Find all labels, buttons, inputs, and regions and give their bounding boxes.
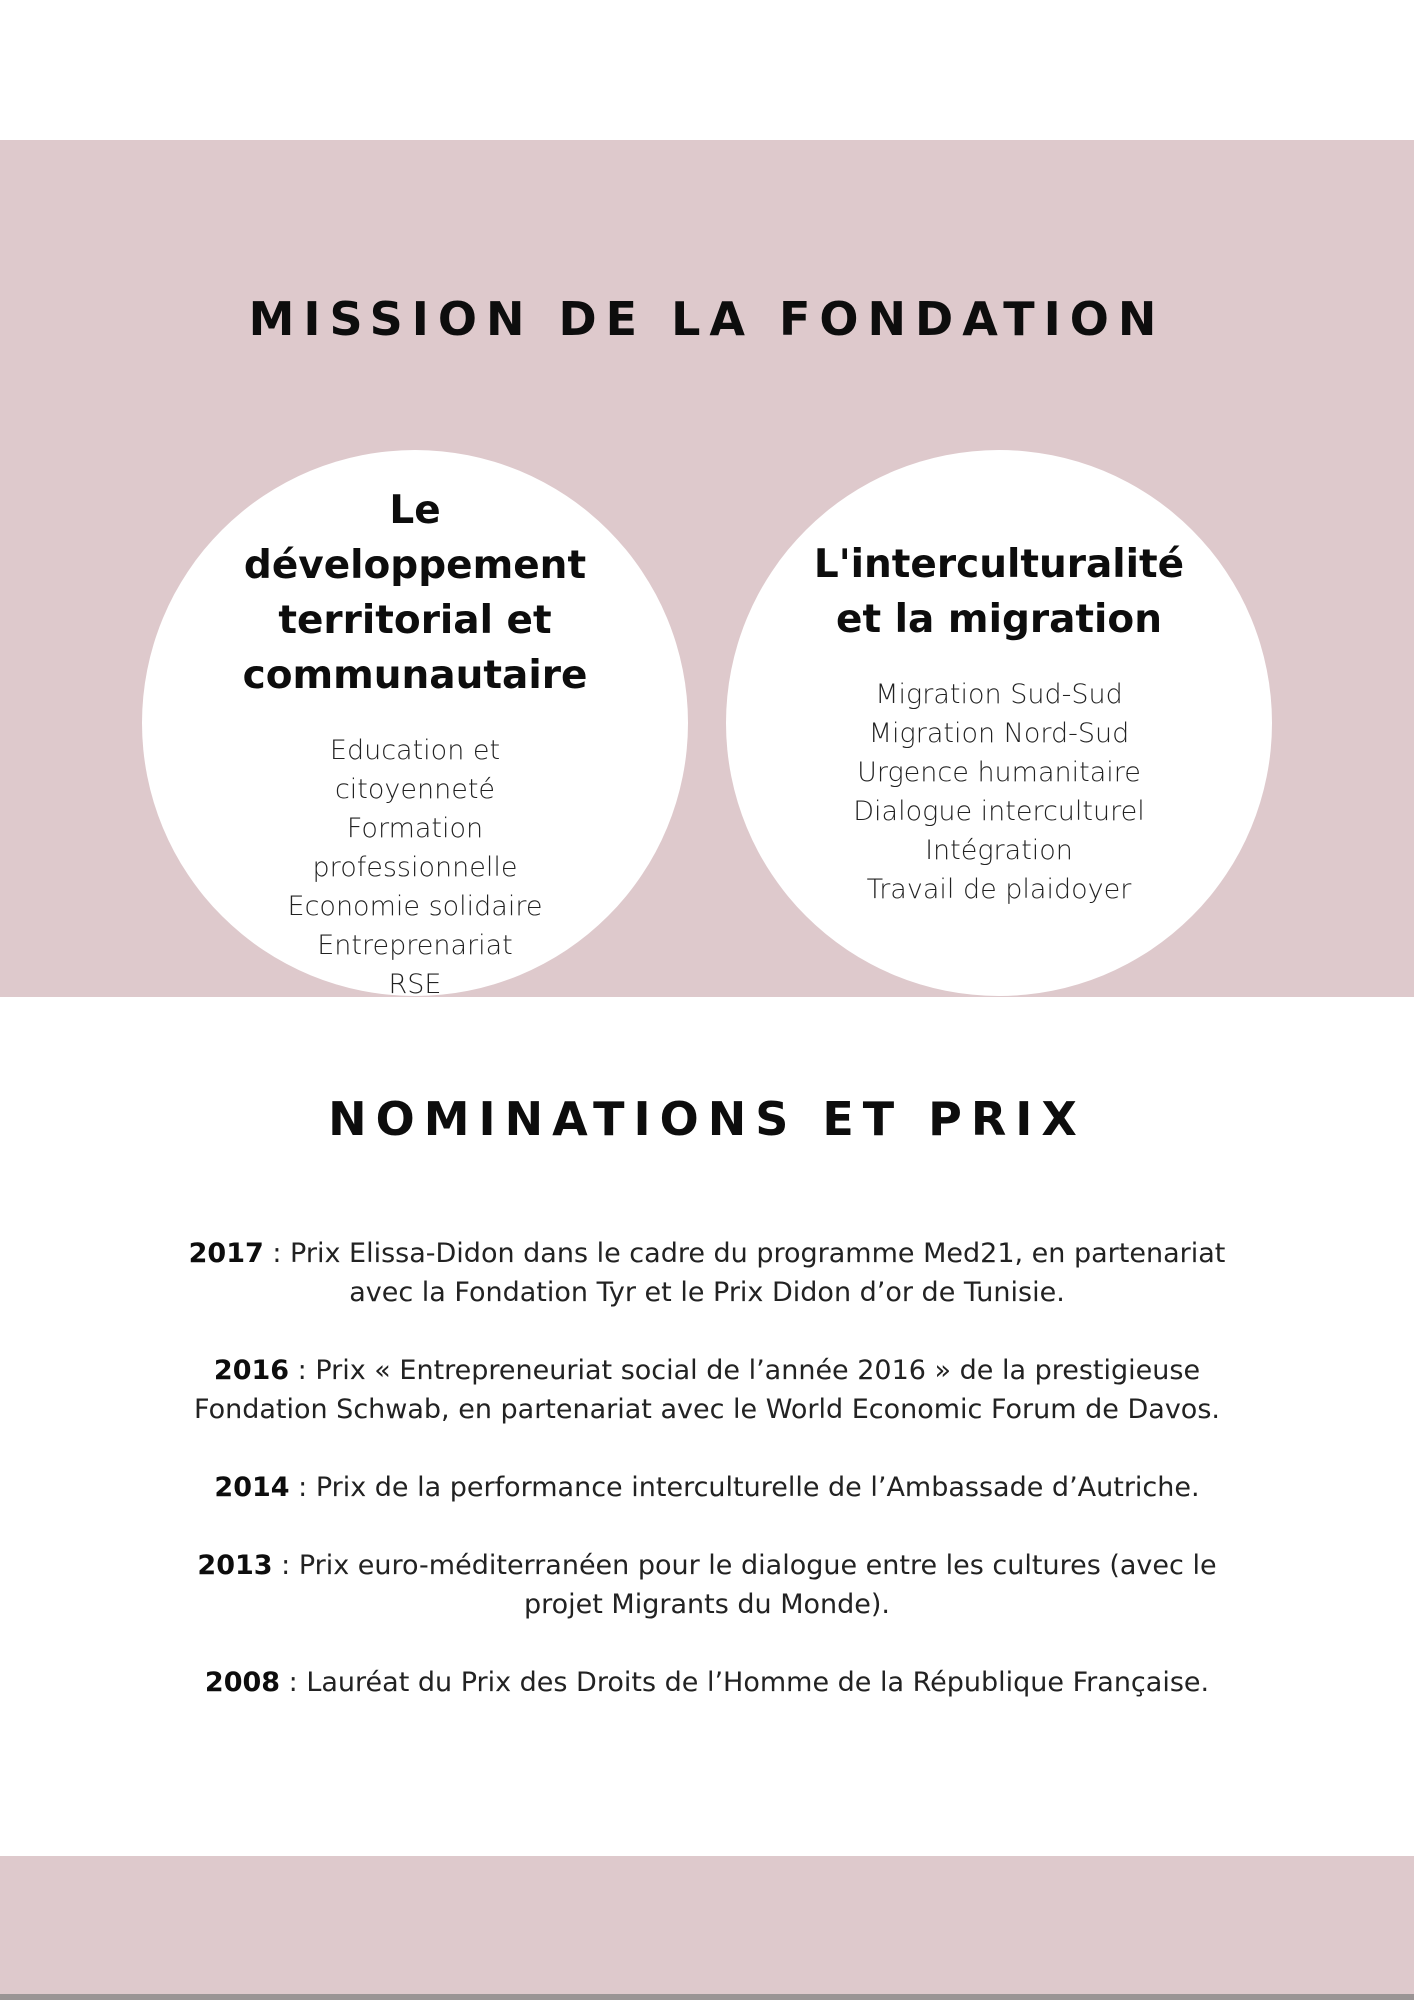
award-entry bbox=[160, 1546, 1254, 1624]
award-year: 2013 bbox=[197, 1550, 273, 1581]
list-item: Intégration bbox=[925, 835, 1073, 866]
list-item: Economie solidaire bbox=[287, 890, 543, 922]
list-item: Education et citoyenneté bbox=[329, 734, 501, 805]
award-entry bbox=[160, 1234, 1254, 1312]
circle-heading-interculturality: L'interculturalité et la migration bbox=[813, 542, 1185, 642]
list-item: Entreprenariat bbox=[317, 929, 513, 961]
mission-circle-development bbox=[142, 450, 688, 1000]
list-item: Migration Nord-Sud bbox=[868, 718, 1130, 749]
interculturality-topic-list bbox=[853, 675, 1144, 909]
list-item: Dialogue interculturel bbox=[853, 796, 1145, 827]
award-year: 2017 bbox=[188, 1238, 264, 1269]
development-topic-list bbox=[250, 731, 580, 1004]
circle-heading-development: Le développement territorial et communautaire bbox=[242, 487, 588, 698]
award-description: : Lauréat du Prix des Droits de l’Homme de la République Française. bbox=[280, 1667, 1210, 1698]
award-year: 2014 bbox=[214, 1472, 290, 1503]
award-description: : Prix « Entrepreneuriat social de l’année 2016 » de la prestigieuse Fondation Schwab, en partenariat avec le World Economic Forum de Davos. bbox=[194, 1355, 1220, 1425]
list-item: Urgence humanitaire bbox=[857, 757, 1141, 788]
list-item: Formation professionnelle bbox=[312, 812, 518, 883]
award-year: 2016 bbox=[213, 1355, 290, 1386]
award-entry bbox=[160, 1351, 1254, 1429]
mission-circle-interculturality bbox=[726, 450, 1272, 996]
award-description: : Prix Elissa-Didon dans le cadre du programme Med21, en partenariat avec la Fondation Tyr et le Prix Didon d’or de Tunisie. bbox=[263, 1238, 1226, 1308]
awards-list bbox=[160, 1234, 1254, 1741]
footer-background-band bbox=[0, 1856, 1414, 2000]
list-item: Migration Sud-Sud bbox=[875, 679, 1123, 710]
award-description: : Prix de la performance interculturelle de l’Ambassade d’Autriche. bbox=[289, 1472, 1200, 1503]
list-item: Travail de plaidoyer bbox=[866, 874, 1132, 905]
nominations-title: NOMINATIONS ET PRIX bbox=[328, 1092, 1086, 1146]
mission-title: MISSION DE LA FONDATION bbox=[248, 292, 1166, 346]
award-entry bbox=[160, 1468, 1254, 1507]
award-description: : Prix euro-méditerranéen pour le dialogue entre les cultures (avec le projet Migrants du Monde). bbox=[272, 1550, 1217, 1620]
award-year: 2008 bbox=[204, 1667, 281, 1698]
list-item: RSE bbox=[388, 968, 442, 1000]
page-bottom-edge bbox=[0, 1994, 1414, 2000]
award-entry bbox=[160, 1663, 1254, 1702]
